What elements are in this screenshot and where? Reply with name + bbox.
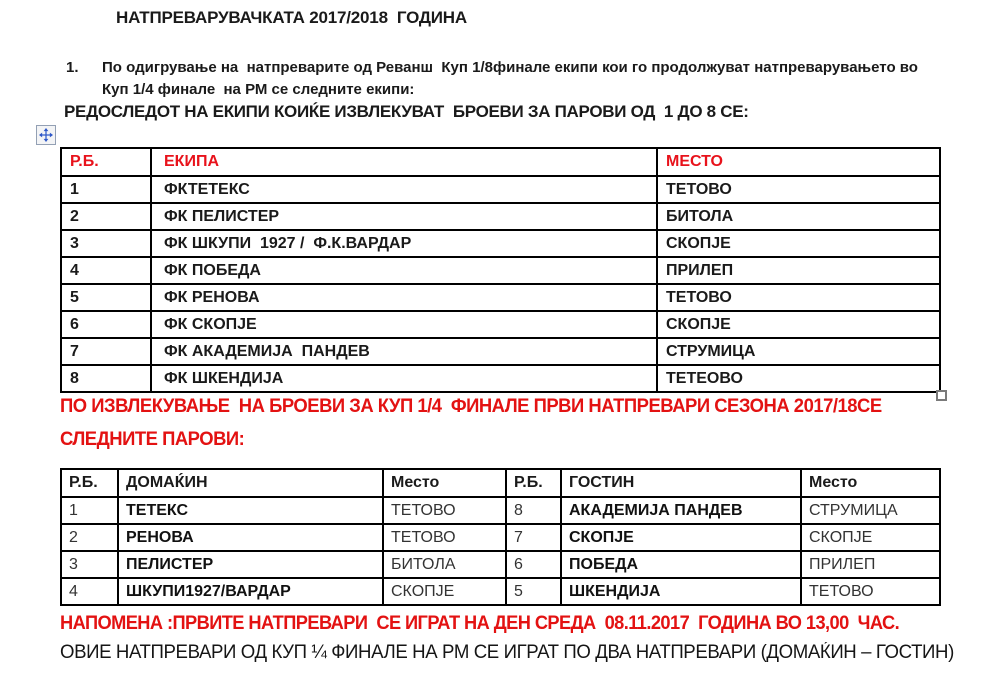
table-row	[61, 365, 940, 392]
cell-guest-team: ШКЕНДИЈА	[561, 578, 801, 605]
cell-home-place: ТЕТОВО	[383, 524, 506, 551]
note-footer: ОВИЕ НАТПРЕВАРИ ОД КУП ¼ ФИНАЛЕ НА РМ СЕ ИГРАТ ПО ДВА НАТПРЕВАРИ (ДОМАЌИН – ГОСТИН)	[60, 642, 954, 663]
pairs-heading-line-2: СЛЕДНИТЕ ПАРОВИ:	[60, 429, 245, 450]
teams-header-place: МЕСТО	[657, 148, 940, 176]
intro-line-1: По одигрување на натпреварите од Реванш Куп 1/8финале екипи кои го продолжуват натпреварувањето во	[102, 59, 918, 76]
table-resize-handle[interactable]	[936, 390, 947, 401]
cell-rank: 5	[61, 284, 151, 311]
pairs-header-guest: ГОСТИН	[561, 469, 801, 497]
cell-place: ТЕТОВО	[657, 284, 940, 311]
cell-guest-place: СКОПЈЕ	[801, 524, 940, 551]
table-row	[61, 203, 940, 230]
table-row	[61, 497, 940, 524]
cell-guest-team: АКАДЕМИЈА ПАНДЕВ	[561, 497, 801, 524]
cell-home-team: ШКУПИ1927/ВАРДАР	[118, 578, 383, 605]
cell-place: ТЕТЕОВО	[657, 365, 940, 392]
cell-home-place: СКОПЈЕ	[383, 578, 506, 605]
table-row	[61, 230, 940, 257]
cell-rank-guest: 6	[506, 551, 561, 578]
teams-table-header-row	[61, 148, 940, 176]
table-row	[61, 176, 940, 203]
table-row	[61, 311, 940, 338]
cell-home-place: ТЕТОВО	[383, 497, 506, 524]
cell-rank: 1	[61, 176, 151, 203]
note-red: НАПОМЕНА :ПРВИТЕ НАТПРЕВАРИ СЕ ИГРАТ НА ДЕН СРЕДА 08.11.2017 ГОДИНА ВО 13,00 ЧАС.	[60, 613, 900, 634]
cell-rank: 7	[61, 338, 151, 365]
cell-home-team: ПЕЛИСТЕР	[118, 551, 383, 578]
cell-guest-place: ПРИЛЕП	[801, 551, 940, 578]
cell-guest-place: ТЕТОВО	[801, 578, 940, 605]
draw-order-heading: РЕДОСЛЕДОТ НА ЕКИПИ КОИЌЕ ИЗВЛЕКУВАТ БРОЕВИ ЗА ПАРОВИ ОД 1 ДО 8 СЕ:	[64, 102, 749, 121]
cell-rank: 2	[61, 203, 151, 230]
table-row	[61, 338, 940, 365]
cell-rank-guest: 5	[506, 578, 561, 605]
move-cross-icon	[39, 128, 53, 142]
table-row	[61, 524, 940, 551]
cell-place: СКОПЈЕ	[657, 311, 940, 338]
cell-team: ФК ШКЕНДИЈА	[151, 365, 657, 392]
cell-home-team: ТЕТЕКС	[118, 497, 383, 524]
cell-rank-guest: 8	[506, 497, 561, 524]
cell-team: ФК СКОПЈЕ	[151, 311, 657, 338]
cell-rank-home: 4	[61, 578, 118, 605]
pairs-header-home: ДОМАЌИН	[118, 469, 383, 497]
list-number: 1.	[66, 59, 79, 76]
pairs-table	[60, 468, 941, 606]
intro-text	[102, 57, 918, 101]
cell-guest-team: ПОБЕДА	[561, 551, 801, 578]
teams-header-team: ЕКИПА	[151, 148, 657, 176]
cell-home-team: РЕНОВА	[118, 524, 383, 551]
intro-line-2: Куп 1/4 финале на РМ се следните екипи:	[102, 81, 415, 98]
cell-place: ПРИЛЕП	[657, 257, 940, 284]
pairs-header-home-place: Место	[383, 469, 506, 497]
cell-place: СКОПЈЕ	[657, 230, 940, 257]
table-move-handle[interactable]	[36, 125, 56, 145]
table-row	[61, 578, 940, 605]
document-title: НАТПРЕВАРУВАЧКАТА 2017/2018 ГОДИНА	[116, 8, 467, 27]
cell-team: ФК АКАДЕМИЈА ПАНДЕВ	[151, 338, 657, 365]
cell-rank: 4	[61, 257, 151, 284]
cell-team: ФКТЕТЕКС	[151, 176, 657, 203]
cell-rank-guest: 7	[506, 524, 561, 551]
pairs-header-guest-place: Место	[801, 469, 940, 497]
cell-place: СТРУМИЦА	[657, 338, 940, 365]
intro-paragraph	[66, 57, 946, 101]
pairs-header-rank-home: Р.Б.	[61, 469, 118, 497]
cell-home-place: БИТОЛА	[383, 551, 506, 578]
cell-team: ФК РЕНОВА	[151, 284, 657, 311]
cell-team: ФК ПЕЛИСТЕР	[151, 203, 657, 230]
cell-guest-place: СТРУМИЦА	[801, 497, 940, 524]
cell-rank: 6	[61, 311, 151, 338]
pairs-table-header-row	[61, 469, 940, 497]
cell-rank: 3	[61, 230, 151, 257]
pairs-header-rank-guest: Р.Б.	[506, 469, 561, 497]
cell-rank-home: 2	[61, 524, 118, 551]
pairs-heading-line-1: ПО ИЗВЛЕКУВАЊЕ НА БРОЕВИ ЗА КУП 1/4 ФИНАЛЕ ПРВИ НАТПРЕВАРИ СЕЗОНА 2017/18СЕ	[60, 396, 882, 417]
table-row	[61, 551, 940, 578]
table-row	[61, 284, 940, 311]
table-row	[61, 257, 940, 284]
cell-guest-team: СКОПЈЕ	[561, 524, 801, 551]
cell-rank-home: 3	[61, 551, 118, 578]
cell-team: ФК ШКУПИ 1927 / Ф.К.ВАРДАР	[151, 230, 657, 257]
cell-place: БИТОЛА	[657, 203, 940, 230]
cell-rank: 8	[61, 365, 151, 392]
teams-header-rank: Р.Б.	[61, 148, 151, 176]
cell-place: ТЕТОВО	[657, 176, 940, 203]
cell-rank-home: 1	[61, 497, 118, 524]
cell-team: ФК ПОБЕДА	[151, 257, 657, 284]
teams-table	[60, 147, 941, 393]
